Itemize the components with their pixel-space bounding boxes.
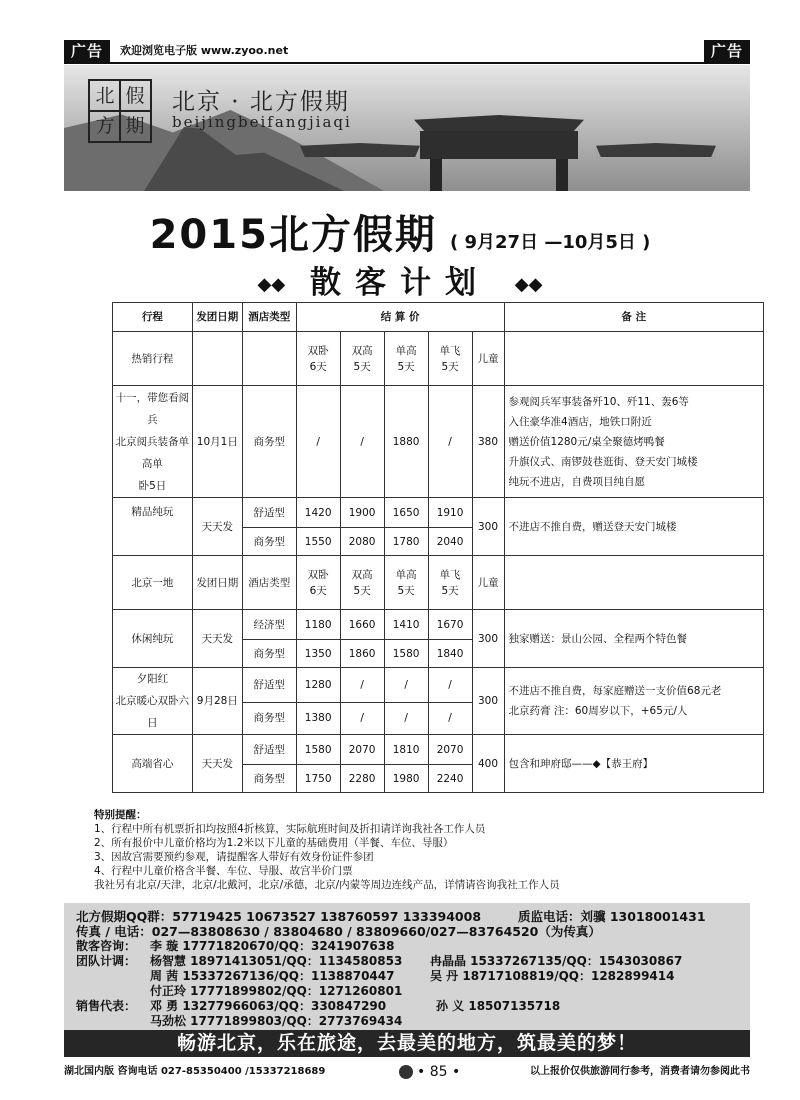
reminder-item: 1、行程中所有机票折扣均按照4折核算，实际航班时间及折扣请详询我社各工作人员	[94, 823, 486, 835]
sales-label: 销售代表：	[76, 999, 137, 1013]
cell: 1860	[340, 640, 384, 668]
logo-char: 期	[125, 115, 145, 137]
cell: 1900	[340, 498, 384, 528]
slogan-banner: 畅游北京，乐在旅途，去最美的地方，筑最美的梦！	[64, 1030, 750, 1057]
cell: 单高 5天	[384, 556, 428, 610]
cell: 天天发	[192, 610, 242, 668]
route-cell: 休闲纯玩	[113, 610, 193, 668]
cell: 双卧 6天	[296, 332, 340, 386]
team-contact: 吴 丹 18717108819/QQ：1282899414	[430, 969, 675, 983]
route-cell: 十一，带您看阅兵 北京阅兵装备单高单 卧5日	[113, 386, 193, 498]
note-cell: 独家赠送：景山公园、全程两个特色餐	[504, 610, 763, 668]
cell: 10月1日	[192, 386, 242, 498]
special-reminders	[94, 808, 744, 892]
sub-title-text: 散客计划	[310, 265, 490, 301]
cell: /	[340, 702, 384, 734]
page-number-text: • 85 •	[417, 1064, 461, 1080]
cell: 400	[472, 735, 504, 793]
table-header-row	[113, 303, 764, 332]
cell: 舒适型	[242, 668, 296, 703]
archway-left-roof	[300, 143, 420, 157]
price-table	[112, 302, 764, 793]
qq-group-line: 北方假期QQ群：57719425 10673527 138760597 133394008	[76, 909, 482, 924]
ad-tag-right: 广告	[704, 40, 750, 62]
reminder-item: 我社另有北京/天津，北京/北戴河，北京/承德，北京/内蒙等周边连线产品，详情请咨询我社工作人员	[94, 879, 560, 891]
cell: 1810	[384, 735, 428, 765]
cell: 9月28日	[192, 668, 242, 735]
page-title	[0, 203, 800, 260]
cell: 2240	[428, 765, 472, 793]
table-row	[113, 610, 764, 640]
cell: 单飞 5天	[428, 332, 472, 386]
cell: 1280	[296, 668, 340, 703]
cell: 经济型	[242, 610, 296, 640]
cell: 酒店类型	[242, 556, 296, 610]
archway-right-roof	[596, 143, 716, 157]
team-contact: 周 茜 15337267136/QQ：1138870447	[150, 969, 395, 983]
cell: 2280	[340, 765, 384, 793]
footer-right: 以上报价仅供旅游同行参考，消费者请勿参阅此书	[530, 1066, 750, 1077]
logo-char: 方	[95, 115, 115, 137]
cell	[242, 332, 296, 386]
cell: 天天发	[192, 498, 242, 556]
banner-title-cn: 北京 · 北方假期	[172, 89, 350, 115]
cell: 1880	[384, 386, 428, 498]
cell: /	[340, 386, 384, 498]
team-contact: 冉晶晶 15337267135/QQ：1543030867	[430, 954, 683, 968]
top-bar	[64, 40, 750, 62]
cell: /	[384, 668, 428, 703]
team-contact: 付正玲 17771899802/QQ：1271260801	[150, 984, 403, 998]
cell	[504, 332, 763, 386]
banner-image	[64, 65, 750, 191]
archway-roof-icon	[414, 115, 584, 131]
cell: /	[428, 702, 472, 734]
quality-phone-line: 质监电话：刘骥 13018001431	[518, 909, 706, 924]
sales-contact: 邓 勇 13277966063/QQ：330847290	[150, 999, 387, 1013]
cell	[192, 332, 242, 386]
cell: 双高 5天	[340, 556, 384, 610]
ad-tag-left: 广告	[64, 40, 110, 62]
sub-title	[0, 257, 800, 302]
cell: 商务型	[242, 702, 296, 734]
table-row	[113, 498, 764, 528]
cell: 1380	[296, 702, 340, 734]
retail-label: 散客咨询：	[76, 939, 137, 953]
team-contact: 杨智慧 18971413051/QQ：1134580853	[150, 954, 403, 968]
table-row	[113, 735, 764, 765]
header-cell: 备 注	[504, 303, 763, 332]
reminders-title: 特别提醒：	[94, 809, 147, 821]
cell: 天天发	[192, 735, 242, 793]
note-cell: 包含和珅府邸——◆【恭王府】	[504, 735, 763, 793]
cell: /	[340, 668, 384, 703]
reminder-item: 4、行程中儿童价格含半餐、车位、导服、故宫半价门票	[94, 865, 353, 877]
sales-contact: 马劲松 17771899803/QQ：2773769434	[150, 1014, 403, 1028]
cell: 1550	[296, 528, 340, 556]
cell: 1980	[384, 765, 428, 793]
cell: 1650	[384, 498, 428, 528]
cell: 商务型	[242, 528, 296, 556]
table-row	[113, 668, 764, 703]
cell: 300	[472, 498, 504, 556]
cell: 儿童	[472, 556, 504, 610]
cell: 舒适型	[242, 498, 296, 528]
note-cell: 不进店不推自费，赠送登天安门城楼	[504, 498, 763, 556]
ornament-left-icon: ◆◆	[257, 274, 286, 295]
logo-char: 北	[95, 85, 115, 107]
company-logo	[88, 79, 152, 143]
cell: 1750	[296, 765, 340, 793]
archway-body	[420, 131, 578, 159]
cell: /	[296, 386, 340, 498]
header-cell: 发团日期	[192, 303, 242, 332]
note-cell: 参观阅兵军事装备歼10、歼11、轰6等 入住豪华准4酒店，地铁口附近 赠送价值1280元/桌全聚德烤鸭餐 升旗仪式、南锣鼓巷逛街、登天安门城楼 纯玩不进店，自费项目纯自愿	[504, 386, 763, 498]
header-cell: 行程	[113, 303, 193, 332]
cell: 商务型	[242, 386, 296, 498]
team-label: 团队计调：	[76, 954, 137, 968]
cell: 双卧 6天	[296, 556, 340, 610]
route-cell: 北京一地	[113, 556, 193, 610]
cell: 1420	[296, 498, 340, 528]
cell: /	[428, 386, 472, 498]
table-row	[113, 332, 764, 386]
footer-left: 湖北国内版 咨询电话 027-85350400 /15337218689	[64, 1066, 326, 1077]
page-badge-icon	[399, 1065, 413, 1079]
cell: 1410	[384, 610, 428, 640]
route-cell: 夕阳红 北京暖心双卧六日	[113, 668, 193, 735]
route-cell: 热销行程	[113, 332, 193, 386]
route-cell: 精品纯玩	[113, 498, 193, 556]
note-cell: 不进店不推自费，每家庭赠送一支价值68元老 北京药膏 注：60周岁以下，+65元/人	[504, 668, 763, 735]
cell	[504, 556, 763, 610]
cell: 1180	[296, 610, 340, 640]
cell: /	[384, 702, 428, 734]
archway-post	[430, 159, 442, 191]
cell: 发团日期	[192, 556, 242, 610]
table-row	[113, 386, 764, 498]
ornament-right-icon: ◆◆	[514, 274, 543, 295]
cell: 2070	[428, 735, 472, 765]
cell: 商务型	[242, 765, 296, 793]
cell: 2080	[340, 528, 384, 556]
top-divider	[64, 62, 750, 64]
cell: 儿童	[472, 332, 504, 386]
cell: 1780	[384, 528, 428, 556]
cell: 1660	[340, 610, 384, 640]
header-cell: 结 算 价	[296, 303, 504, 332]
reminder-item: 2、所有报价中儿童价格均为1.2米以下儿童的基础费用（半餐、车位、导服）	[94, 837, 454, 849]
logo-char: 假	[125, 85, 145, 107]
cell: 单飞 5天	[428, 556, 472, 610]
cell: /	[428, 668, 472, 703]
cell: 2040	[428, 528, 472, 556]
page-number	[399, 1062, 460, 1082]
cell: 舒适型	[242, 735, 296, 765]
cell: 双高 5天	[340, 332, 384, 386]
cell: 1350	[296, 640, 340, 668]
site-url-text: 欢迎浏览电子版 www.zyoo.net	[120, 44, 289, 57]
cell: 1670	[428, 610, 472, 640]
banner-title-pinyin: beijingbeifangjiaqi	[172, 113, 352, 131]
cell: 1580	[384, 640, 428, 668]
route-cell: 高端省心	[113, 735, 193, 793]
date-range: ( 9月27日 —10月5日 )	[450, 232, 651, 253]
sales-contact: 孙 义 18507135718	[436, 999, 561, 1013]
table-row	[113, 556, 764, 610]
reminder-item: 3、因故宫需要预约参观，请提醒客人带好有效身份证件参团	[94, 851, 374, 863]
cell: 单高 5天	[384, 332, 428, 386]
main-title-text: 2015北方假期	[149, 212, 437, 258]
cell: 商务型	[242, 640, 296, 668]
cell: 300	[472, 610, 504, 668]
cell: 1580	[296, 735, 340, 765]
header-cell: 酒店类型	[242, 303, 296, 332]
cell: 2070	[340, 735, 384, 765]
retail-contact: 李 璇 17771820670/QQ：3241907638	[150, 939, 395, 953]
cell: 300	[472, 668, 504, 735]
fax-phone-line: 传真 / 电话：027—83808630 / 83804680 / 83809660/027—83764520（为传真）	[76, 924, 601, 939]
page-footer	[64, 1062, 750, 1082]
cell: 380	[472, 386, 504, 498]
cell: 1910	[428, 498, 472, 528]
contact-panel	[64, 903, 750, 1030]
cell: 1840	[428, 640, 472, 668]
archway-post	[556, 159, 568, 191]
